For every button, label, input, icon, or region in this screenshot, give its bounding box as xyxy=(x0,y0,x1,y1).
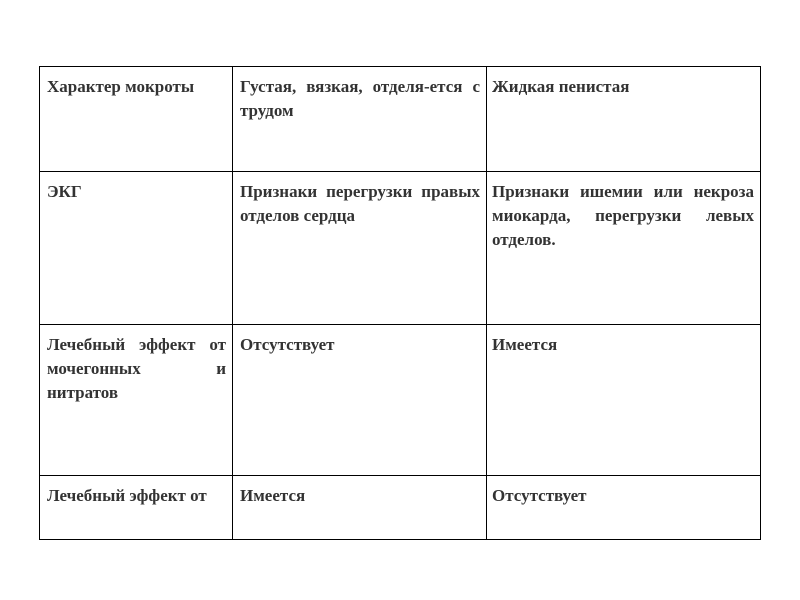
table-row-diuretics xyxy=(40,325,761,476)
row-label-ecg: ЭКГ xyxy=(47,182,82,201)
table-row-ecg xyxy=(40,172,761,325)
ecg-right-type: Признаки перегрузки правых отделов сердца xyxy=(240,182,480,225)
diuretics-right-type: Отсутствует xyxy=(240,335,335,354)
diuretics-left-type: Имеется xyxy=(492,335,558,354)
row-label-sputum: Характер мокроты xyxy=(47,77,195,96)
effect-left-type: Отсутствует xyxy=(492,486,587,505)
ecg-left-type: Признаки ишемии или некроза миокарда, перегрузки левых отделов. xyxy=(492,182,754,249)
value-cell xyxy=(487,67,761,172)
value-cell xyxy=(233,67,487,172)
value-cell xyxy=(487,325,761,476)
value-cell xyxy=(233,172,487,325)
comparison-table xyxy=(39,66,761,540)
sputum-right-type: Густая, вязкая, отделя-ется с трудом xyxy=(240,77,480,120)
row-label-cell xyxy=(40,172,233,325)
row-label-cell xyxy=(40,67,233,172)
effect-right-type: Имеется xyxy=(240,486,306,505)
value-cell xyxy=(487,476,761,540)
sputum-left-type: Жидкая пенистая xyxy=(492,77,630,96)
table-row-effect xyxy=(40,476,761,540)
value-cell xyxy=(487,172,761,325)
row-label-cell xyxy=(40,476,233,540)
value-cell xyxy=(233,476,487,540)
row-label-diuretics: Лечебный эффект от мочегонных и нитратов xyxy=(47,335,226,402)
row-label-cell xyxy=(40,325,233,476)
value-cell xyxy=(233,325,487,476)
table-row-sputum xyxy=(40,67,761,172)
row-label-effect: Лечебный эффект от xyxy=(47,486,207,505)
